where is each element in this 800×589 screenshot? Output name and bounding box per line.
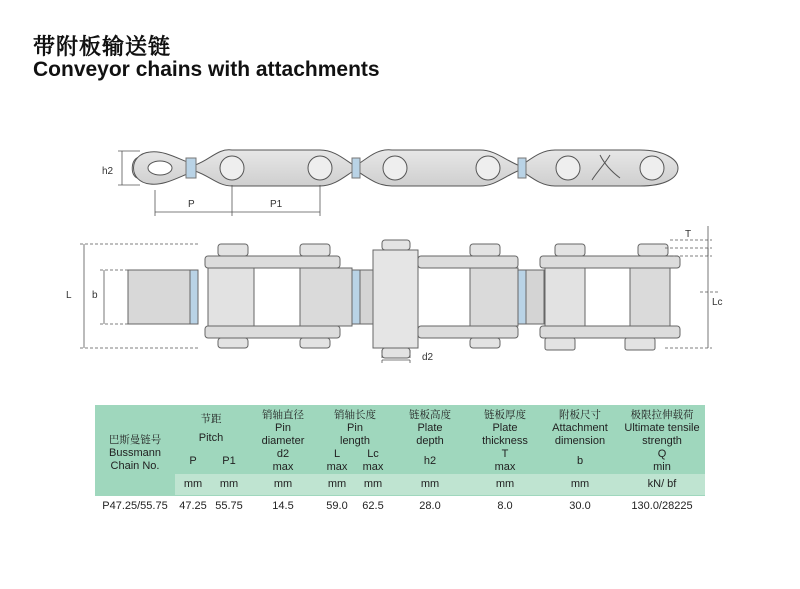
header-attachment-cn: 附板尺寸 xyxy=(559,409,601,421)
header-tensile-cn: 极限拉伸载荷 xyxy=(630,409,694,421)
label-l: L xyxy=(66,290,72,301)
symbol-d2: d2 max xyxy=(272,448,294,473)
symbol-h2: h2 xyxy=(423,454,437,467)
unit-t: mm xyxy=(495,478,515,490)
header-pin-length xyxy=(319,405,391,448)
symbol-t: T max xyxy=(494,448,516,473)
unit-p1: mm xyxy=(219,478,239,490)
unit-b: mm xyxy=(570,478,590,490)
unit-lc: mm xyxy=(363,478,383,490)
header-chain-no xyxy=(95,405,175,496)
title-chinese: 带附板输送链 xyxy=(33,35,172,60)
cell-p1: 55.75 xyxy=(211,496,247,517)
symbol-l: L max xyxy=(326,448,348,473)
header-plate-depth-cn: 链板高度 xyxy=(409,409,451,421)
label-d2: d2 xyxy=(422,352,434,363)
header-pin-length-en1: Pin xyxy=(347,422,363,434)
label-p: P xyxy=(188,199,195,210)
header-plate-thickness-en1: Plate xyxy=(492,422,518,434)
header-pitch-cn: 节距 xyxy=(200,412,222,425)
unit-d2: mm xyxy=(273,478,293,490)
symbol-q: Q min xyxy=(653,448,671,473)
header-pitch-en: Pitch xyxy=(198,431,224,444)
label-b: b xyxy=(92,290,98,301)
label-t: T xyxy=(685,229,692,240)
header-pitch xyxy=(175,405,247,448)
label-h2: h2 xyxy=(102,166,114,177)
header-plate-depth-en2: depth xyxy=(416,435,444,447)
header-pin-length-en2: length xyxy=(340,435,370,447)
label-p1: P1 xyxy=(270,199,283,210)
header-chain-no-en1: Bussmann xyxy=(109,446,161,459)
header-chain-no-en2: Chain No. xyxy=(110,459,160,472)
symbol-lc: Lc max xyxy=(362,448,384,473)
header-plate-thickness-en2: thickness xyxy=(482,435,528,447)
header-attachment-en2: dimension xyxy=(554,435,606,447)
header-attachment-dimension xyxy=(541,405,619,448)
header-pin-diameter-en2: diameter xyxy=(261,435,305,447)
header-tensile-strength xyxy=(619,405,705,448)
cell-lc: 62.5 xyxy=(355,496,391,517)
header-chain-no-cn: 巴斯曼链号 xyxy=(108,433,162,446)
chain-side-view xyxy=(132,150,678,186)
cell-b: 30.0 xyxy=(541,496,619,517)
cell-chain-no: P47.25/55.75 xyxy=(95,496,175,517)
chain-top-view xyxy=(128,240,680,358)
header-plate-depth-en1: Plate xyxy=(417,422,443,434)
header-tensile-en2: strength xyxy=(642,435,682,447)
header-pin-diameter xyxy=(247,405,319,448)
unit-h2: mm xyxy=(420,478,440,490)
unit-q: kN/ bf xyxy=(647,478,677,490)
spec-table xyxy=(95,405,705,516)
header-pin-diameter-en1: Pin xyxy=(275,422,291,434)
header-plate-depth xyxy=(391,405,469,448)
header-tensile-en1: Ultimate tensile xyxy=(624,422,700,434)
header-pin-length-cn: 销轴长度 xyxy=(334,409,376,421)
table-row xyxy=(95,496,705,517)
unit-p: mm xyxy=(183,478,203,490)
cell-t: 8.0 xyxy=(469,496,541,517)
header-plate-thickness xyxy=(469,405,541,448)
symbol-p: P xyxy=(189,454,197,467)
header-plate-thickness-cn: 链板厚度 xyxy=(484,409,526,421)
label-lc: Lc xyxy=(712,297,723,308)
cell-d2: 14.5 xyxy=(247,496,319,517)
header-pin-diameter-cn: 销轴直径 xyxy=(262,409,304,421)
cell-h2: 28.0 xyxy=(391,496,469,517)
cell-q: 130.0/28225 xyxy=(619,496,705,517)
title-english: Conveyor chains with attachments xyxy=(33,58,380,81)
unit-l: mm xyxy=(327,478,347,490)
symbol-p1: P1 xyxy=(222,454,236,467)
cell-l: 59.0 xyxy=(319,496,355,517)
header-attachment-en1: Attachment xyxy=(552,422,608,434)
cell-p: 47.25 xyxy=(175,496,211,517)
symbol-b: b xyxy=(576,454,584,467)
